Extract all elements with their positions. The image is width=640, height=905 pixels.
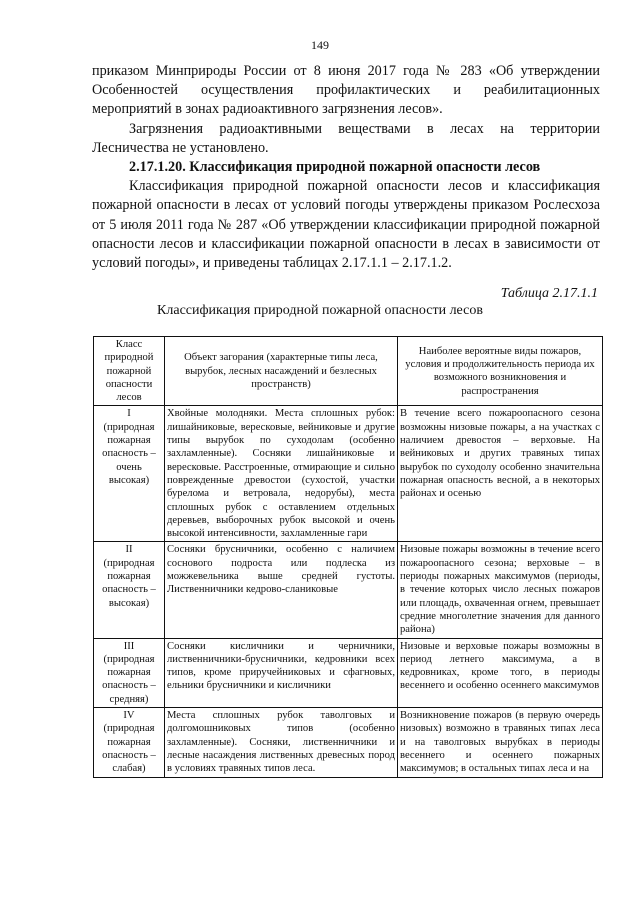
object-cell: Сосняки кисличники и черничники, лиственничники-брусничники, кедровники всех типов, кроме приручейниковых и сфагновых, ельники брусничники и кисличники [165,638,398,707]
section-block [92,158,600,273]
class-cell [94,542,165,638]
object-cell: Хвойные молодняки. Места сплошных рубок: лишайниковые, вересковые, вейниковые и другие типы вырубок по суходолам (особенно захламленные). Сосняки лишайниковые и вересковые. Расстроенные, отмирающие и сильно поврежденные древостои (сухостой, участки бурелома и ветровала, недорубы), места сплошных рубок с оставлением отдельных деревьев, выборочных рубок высокой и очень высокой интенсивности, захламленные гари [165,406,398,542]
class-cell [94,638,165,707]
class-number: III [123,640,135,652]
intro-block [92,62,600,158]
header-fires: Наиболее вероятные виды пожаров, условия и продолжительность периода их возможного возникновения и распространения [398,337,603,406]
table-row [94,708,603,777]
class-description: (природная пожарная опасность – высокая) [102,557,156,609]
intro-paragraph-1: приказом Минприроды России от 8 июня 2017 года № 283 «Об утверждении Особенностей осуществления профилактических и реабилитационных мероприятий в зонах радиоактивного загрязнения лесов». [92,63,600,118]
object-cell: Места сплошных рубок таволговых и долгомошниковых типов (особенно захламленные). Сосняки, лиственничники и лесные насаждения лиственных древесных пород в условиях травяных типов леса. [165,708,398,777]
page-number: 149 [311,38,329,52]
class-description: (природная пожарная опасность – очень высокая) [102,421,156,486]
class-description: (природная пожарная опасность – слабая) [102,723,156,775]
table-row [94,542,603,638]
object-cell: Сосняки брусничники, особенно с наличием соснового подроста или подлеска из можжевельника выше средней густоты. Лиственничники кедрово-сланиковые [165,542,398,638]
section-heading: 2.17.1.20. Классификация природной пожарной опасности лесов [129,159,541,175]
table-row [94,406,603,542]
fires-cell: В течение всего пожароопасного сезона возможны низовые пожары, а на участках с наличием древостоя – верховые. На вейниковых и других травяных типах вырубок по суходолу особенно значительна пожарная опасность весной, а в некоторых районах и осенью [398,406,603,542]
section-paragraph: Классификация природной пожарной опасности лесов и классификация пожарной опасности в лесах от условий погоды утверждены приказом Рослесхоза от 5 июля 2011 года № 287 «Об утверждении классификации природной пожарной опасности лесов и классификации пожарной опасности в лесах в зависимости от условий погоды», и приведены таблицах 2.17.1.1 – 2.17.1.2. [92,178,600,272]
fires-cell: Низовые и верховые пожары возможны в период летнего максимума, а в кедровниках, кроме того, в периоды весеннего и особенно осеннего максимумов [398,638,603,707]
class-cell [94,708,165,777]
class-number: II [125,544,133,556]
class-description: (природная пожарная опасность – средняя) [102,653,156,705]
fire-danger-table [93,336,603,778]
class-number: I [127,408,131,420]
header-object: Объект загорания (характерные типы леса, вырубок, лесных насаждений и безлесных пространств) [165,337,398,406]
header-class: Класс природной пожарной опасности лесов [94,337,165,406]
table-caption: Таблица 2.17.1.1 [500,286,598,301]
fires-cell: Низовые пожары возможны в течение всего пожароопасного сезона; верховые – в периоды пожарных максимумов (периоды, в течение которых число лесных пожаров или площадь, охваченная огнем, превышает средние многолетние значения для данного района) [398,542,603,638]
class-cell [94,406,165,542]
table-row [94,638,603,707]
intro-paragraph-2: Загрязнения радиоактивными веществами в лесах на территории Лесничества не установлено. [92,120,600,156]
table-title: Классификация природной пожарной опасности лесов [157,303,483,318]
table-header-row [94,337,603,406]
fires-cell: Возникновение пожаров (в первую очередь низовых) возможно в травяных типах леса и на таволговых вырубках в периоды весеннего и осеннего пожарных максимумов; в остальных типах леса и на [398,708,603,777]
class-number: IV [123,710,135,722]
